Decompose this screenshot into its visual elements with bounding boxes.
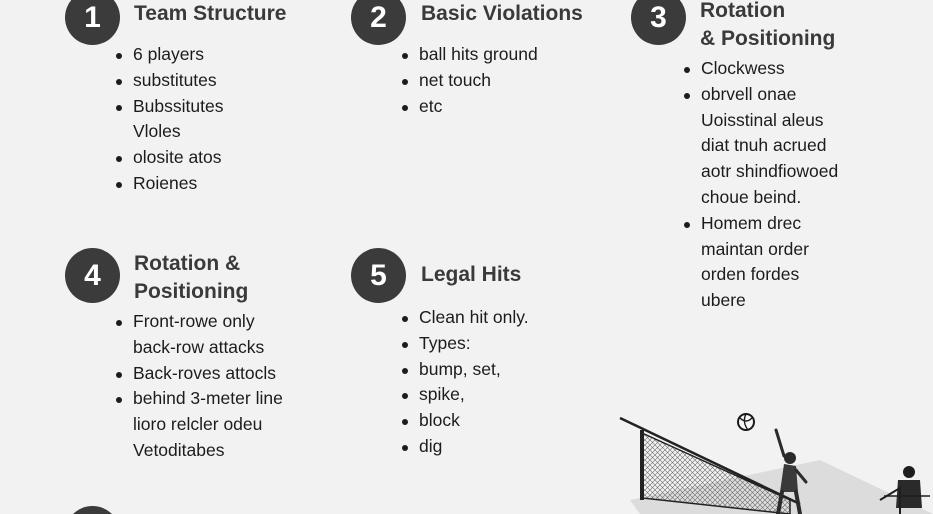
list-item: choue beind. xyxy=(701,186,802,207)
list-item: substitutes xyxy=(133,68,223,94)
list-item: ubere xyxy=(701,290,746,311)
section-title xyxy=(700,0,835,53)
list-item: dig xyxy=(419,434,529,460)
section-list xyxy=(133,42,223,197)
section-number-badge: 1 xyxy=(65,0,120,45)
list-item: bump, set, xyxy=(419,357,529,383)
section-list xyxy=(701,56,838,314)
list-item: obrvell onae xyxy=(701,82,838,108)
section-title xyxy=(134,0,287,28)
list-item: Bubssitutes xyxy=(133,94,223,120)
section-number-badge: 4 xyxy=(65,248,120,303)
section-title-line: & Positioning xyxy=(700,27,836,50)
section-list xyxy=(133,309,283,464)
list-item: aotr shindfiowoed xyxy=(701,161,839,182)
section-number-badge: 3 xyxy=(631,0,686,45)
section-number-badge xyxy=(65,506,120,514)
list-item: back-row attacks xyxy=(133,336,265,357)
section-title-line: Basic Violations xyxy=(421,2,583,25)
list-item: Uoisstinal aleus xyxy=(701,109,824,130)
section-title xyxy=(421,261,521,289)
section-title xyxy=(421,0,583,28)
section-list xyxy=(419,305,529,460)
list-item: Clean hit only. xyxy=(419,305,529,331)
list-item: 6 players xyxy=(133,42,223,68)
list-item: block xyxy=(419,408,529,434)
list-item: behind 3-meter line xyxy=(133,386,283,412)
list-item: net touch xyxy=(419,68,538,94)
section-title-line: Positioning xyxy=(134,280,249,303)
list-item: lioro relcler odeu xyxy=(133,414,263,435)
list-item: Vloles xyxy=(133,121,181,142)
section-title-line: Team Structure xyxy=(134,2,287,25)
list-item: Types: xyxy=(419,331,529,357)
section-title xyxy=(134,250,248,306)
list-item: Roienes xyxy=(133,171,223,197)
section-list xyxy=(419,42,538,119)
list-item: etc xyxy=(419,94,538,120)
list-item: maintan order xyxy=(701,238,809,259)
section-number-badge: 2 xyxy=(351,0,406,45)
list-item: Vetoditabes xyxy=(133,439,225,460)
list-item: olosite atos xyxy=(133,145,223,171)
list-item: ball hits ground xyxy=(419,42,538,68)
list-item: orden fordes xyxy=(701,264,800,285)
list-item: Homem drec xyxy=(701,211,838,237)
section-title-line: Rotation & xyxy=(134,252,241,275)
section-title-line: Rotation xyxy=(700,0,786,22)
volleyball-net-illustration xyxy=(600,400,933,514)
section-title-line: Legal Hits xyxy=(421,263,522,286)
section-number-badge: 5 xyxy=(351,248,406,303)
list-item: Front-rowe only xyxy=(133,309,283,335)
list-item: spike, xyxy=(419,382,529,408)
list-item: Back-roves attocls xyxy=(133,361,283,387)
volleyball-icon xyxy=(738,414,754,430)
list-item: Clockwess xyxy=(701,56,838,82)
list-item: diat tnuh acrued xyxy=(701,135,827,156)
